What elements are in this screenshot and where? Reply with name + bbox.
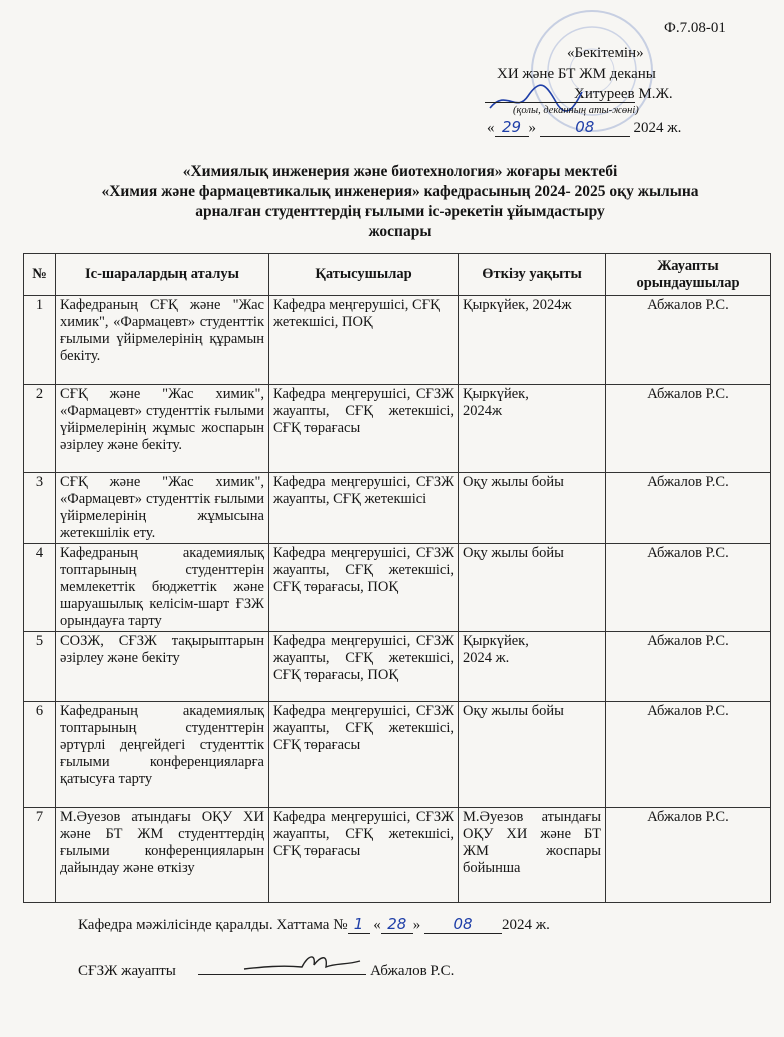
row-participants: Кафедра меңгерушісі, СҒЗЖ жауапты, СҒҚ жетекшісі, СҒҚ төрағасы [269,385,459,473]
row-number: 3 [24,473,56,544]
row-number: 4 [24,544,56,632]
meeting-day: 28 [381,915,413,934]
table-row [24,473,771,544]
table-row [24,632,771,702]
title-line-2: «Химия және фармацевтикалық инженерия» кафедрасының 2024- 2025 оқу жылына [101,183,699,200]
sign-name: Абжалов Р.С. [370,963,455,979]
table-header-row [24,254,771,296]
header-responsible: Жауапты орындаушылар [606,254,771,296]
row-responsible: Абжалов Р.С. [606,808,771,903]
row-event-name: Кафедраның академиялық топтарының студенттерін әртүрлі деңгейдегі студенттік ғылыми конференцияларға қатысуға тарту [56,702,269,808]
responsible-signature [242,947,362,977]
row-time: Қыркүйек, 2024ж [459,296,606,385]
table-row [24,544,771,632]
header-time: Өткізу уақыты [459,254,606,296]
row-event-name: М.Әуезов атындағы ОҚУ ХИ және БТ ЖМ студенттердің ғылыми конференцияларын дайындау және өткізу [56,808,269,903]
row-participants: Кафедра меңгерушісі, СҒЗЖ жауапты, СҒҚ жетекшісі, СҒҚ төрағасы [269,702,459,808]
approval-month: 08 [540,118,630,137]
row-responsible: Абжалов Р.С. [606,385,771,473]
row-participants: Кафедра меңгерушісі, СҒЗЖ жауапты, СҒҚ жетекшісі, СҒҚ төрағасы [269,808,459,903]
row-participants: Кафедра меңгерушісі, СҒЗЖ жауапты, СҒҚ жетекшісі, СҒҚ төрағасы, ПОҚ [269,544,459,632]
table-row [24,296,771,385]
signature-line [485,102,635,103]
row-participants: Кафедра меңгерушісі, СҒЗЖ жауапты, СҒҚ жетекшісі, СҒҚ төрағасы, ПОҚ [269,632,459,702]
approval-heading: «Бекітемін» [567,45,644,61]
form-code: Ф.7.08-01 [664,20,726,36]
signature-caption: (қолы, деканның аты-жөні) [513,105,639,116]
title-line-1: «Химиялық инженерия және биотехнология» жоғары мектебі [182,163,618,180]
meeting-year: 2024 ж. [502,917,550,933]
row-event-name: СҒҚ және "Жас химик", «Фармацевт» студенттік ғылыми үйірмелерінің жұмысына жетекшілік ету. [56,473,269,544]
approval-day: 29 [495,118,529,137]
row-time: Оқу жылы бойы [459,544,606,632]
table-row [24,385,771,473]
header-number: № [24,254,56,296]
row-participants: Кафедра меңгерушісі, СҒЗЖ жауапты, СҒҚ жетекшісі [269,473,459,544]
approval-year: 2024 ж. [633,120,682,136]
row-responsible: Абжалов Р.С. [606,702,771,808]
row-responsible: Абжалов Р.С. [606,544,771,632]
row-event-name: Кафедраның СҒҚ және "Жас химик", «Фармацевт» студенттік ғылыми үйірмелерінің құрамын бекіту. [56,296,269,385]
row-time: М.Әуезов атындағы ОҚУ ХИ және БТ ЖМ жоспары бойынша [459,808,606,903]
sign-label: СҒЗЖ жауапты [78,963,176,979]
row-responsible: Абжалов Р.С. [606,632,771,702]
row-time: Оқу жылы бойы [459,702,606,808]
approval-date: « 29 » 08 2024 ж. [487,118,682,136]
row-number: 7 [24,808,56,903]
document-title [40,162,760,242]
row-number: 5 [24,632,56,702]
row-participants: Кафедра меңгерушісі, СҒҚ жетекшісі, ПОҚ [269,296,459,385]
table-row [24,702,771,808]
meeting-month: 08 [424,915,502,934]
row-time: Қыркүйек, 2024ж [459,385,606,473]
row-responsible: Абжалов Р.С. [606,296,771,385]
row-time: Оқу жылы бойы [459,473,606,544]
approval-position: ХИ және БТ ЖМ деканы [497,66,656,82]
row-event-name: Кафедраның академиялық топтарының студенттерін мемлекеттік бюджеттік және шаруашылық келісім-шарт ҒЗЖ орындауға тарту [56,544,269,632]
title-line-3: арналған студенттердің ғылыми іс-әрекетін ұйымдастыру [195,203,605,220]
reviewed-text: Кафедра мәжілісінде қаралды. Хаттама № [78,917,348,933]
protocol-number: 1 [348,915,370,934]
table-row [24,808,771,903]
header-participants: Қатысушылар [269,254,459,296]
header-event-name: Іс-шаралардың аталуы [56,254,269,296]
row-responsible: Абжалов Р.С. [606,473,771,544]
row-number: 1 [24,296,56,385]
row-event-name: СҒҚ және "Жас химик", «Фармацевт» студенттік ғылыми үйірмелерінің жұмыс жоспарын әзірлеу және бекіту. [56,385,269,473]
row-number: 6 [24,702,56,808]
row-number: 2 [24,385,56,473]
row-event-name: СОЗЖ, СҒЗЖ тақырыптарын әзірлеу және бекіту [56,632,269,702]
meeting-review-line: Кафедра мәжілісінде қаралды. Хаттама № 1 « 28 » 08 2024 ж. [78,915,550,933]
row-time: Қыркүйек, 2024 ж. [459,632,606,702]
activity-plan-table [23,253,771,903]
approval-name: Хитуреев М.Ж. [574,86,673,102]
title-line-4: жоспары [368,223,432,240]
